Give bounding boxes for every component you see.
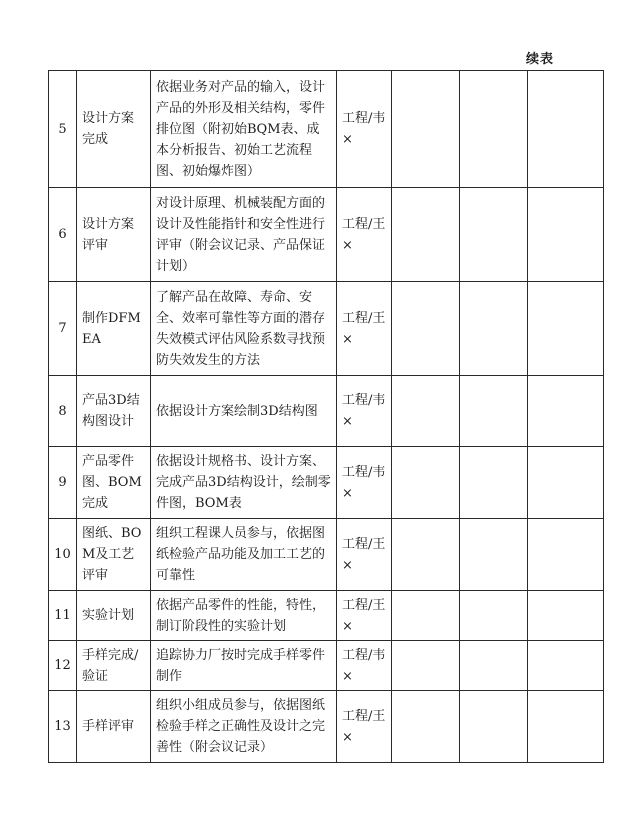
- row-item: 设计方案评审: [77, 188, 151, 282]
- row-number: 10: [49, 519, 77, 591]
- empty-cell: [528, 691, 604, 763]
- table-row: [49, 71, 604, 188]
- row-content: 了解产品在故障、寿命、安全、效率可靠性等方面的潜存失效模式评估风险系数寻找预防失效发生的方法: [151, 282, 337, 376]
- row-item: 制作DFMEA: [77, 282, 151, 376]
- row-content: 依据设计方案绘制3D结构图: [151, 376, 337, 447]
- row-content: 组织工程课人员参与，依据图纸检验产品功能及加工工艺的可靠性: [151, 519, 337, 591]
- table-row: [49, 641, 604, 691]
- row-item: 产品零件图、BOM完成: [77, 447, 151, 519]
- row-item: 设计方案完成: [77, 71, 151, 188]
- empty-cell: [460, 71, 528, 188]
- empty-cell: [392, 691, 460, 763]
- row-owner: 工程/韦×: [337, 447, 392, 519]
- empty-cell: [392, 71, 460, 188]
- empty-cell: [392, 519, 460, 591]
- empty-cell: [528, 519, 604, 591]
- row-number: 5: [49, 71, 77, 188]
- row-number: 11: [49, 591, 77, 641]
- table-row: [49, 282, 604, 376]
- empty-cell: [392, 641, 460, 691]
- table-row: [49, 447, 604, 519]
- row-number: 6: [49, 188, 77, 282]
- empty-cell: [392, 447, 460, 519]
- empty-cell: [460, 447, 528, 519]
- project-plan-table: [48, 70, 604, 763]
- row-content: 追踪协力厂按时完成手样零件制作: [151, 641, 337, 691]
- row-number: 12: [49, 641, 77, 691]
- empty-cell: [392, 376, 460, 447]
- row-item: 手样完成/验证: [77, 641, 151, 691]
- table-row: [49, 691, 604, 763]
- empty-cell: [392, 591, 460, 641]
- row-content: 组织小组成员参与，依据图纸检验手样之正确性及设计之完善性（附会议记录）: [151, 691, 337, 763]
- row-owner: 工程/王×: [337, 519, 392, 591]
- continued-label: 续表: [526, 52, 555, 67]
- row-content: 依据产品零件的性能，特性，制订阶段性的实验计划: [151, 591, 337, 641]
- table-row: [49, 188, 604, 282]
- row-owner: 工程/韦×: [337, 376, 392, 447]
- row-owner: 工程/王×: [337, 282, 392, 376]
- empty-cell: [528, 188, 604, 282]
- empty-cell: [528, 282, 604, 376]
- row-owner: 工程/王×: [337, 691, 392, 763]
- empty-cell: [460, 591, 528, 641]
- row-owner: 工程/王×: [337, 591, 392, 641]
- empty-cell: [460, 691, 528, 763]
- empty-cell: [460, 188, 528, 282]
- table-row: [49, 591, 604, 641]
- row-owner: 工程/韦×: [337, 71, 392, 188]
- empty-cell: [528, 591, 604, 641]
- empty-cell: [460, 376, 528, 447]
- row-content: 依据业务对产品的输入，设计产品的外形及相关结构，零件排位图（附初始BQM表、成本分析报告、初始工艺流程图、初始爆炸图）: [151, 71, 337, 188]
- row-content: 对设计原理、机械装配方面的设计及性能指针和安全性进行评审（附会议记录、产品保证计划）: [151, 188, 337, 282]
- empty-cell: [392, 282, 460, 376]
- row-number: 7: [49, 282, 77, 376]
- table-row: [49, 519, 604, 591]
- row-number: 13: [49, 691, 77, 763]
- empty-cell: [528, 376, 604, 447]
- empty-cell: [392, 188, 460, 282]
- empty-cell: [460, 282, 528, 376]
- row-number: 8: [49, 376, 77, 447]
- row-content: 依据设计规格书、设计方案、完成产品3D结构设计，绘制零件图，BOM表: [151, 447, 337, 519]
- table-row: [49, 376, 604, 447]
- empty-cell: [528, 447, 604, 519]
- empty-cell: [528, 71, 604, 188]
- empty-cell: [460, 641, 528, 691]
- row-owner: 工程/韦×: [337, 641, 392, 691]
- row-item: 手样评审: [77, 691, 151, 763]
- row-item: 产品3D结构图设计: [77, 376, 151, 447]
- row-item: 图纸、BOM及工艺评审: [77, 519, 151, 591]
- row-item: 实验计划: [77, 591, 151, 641]
- empty-cell: [460, 519, 528, 591]
- empty-cell: [528, 641, 604, 691]
- row-owner: 工程/王×: [337, 188, 392, 282]
- row-number: 9: [49, 447, 77, 519]
